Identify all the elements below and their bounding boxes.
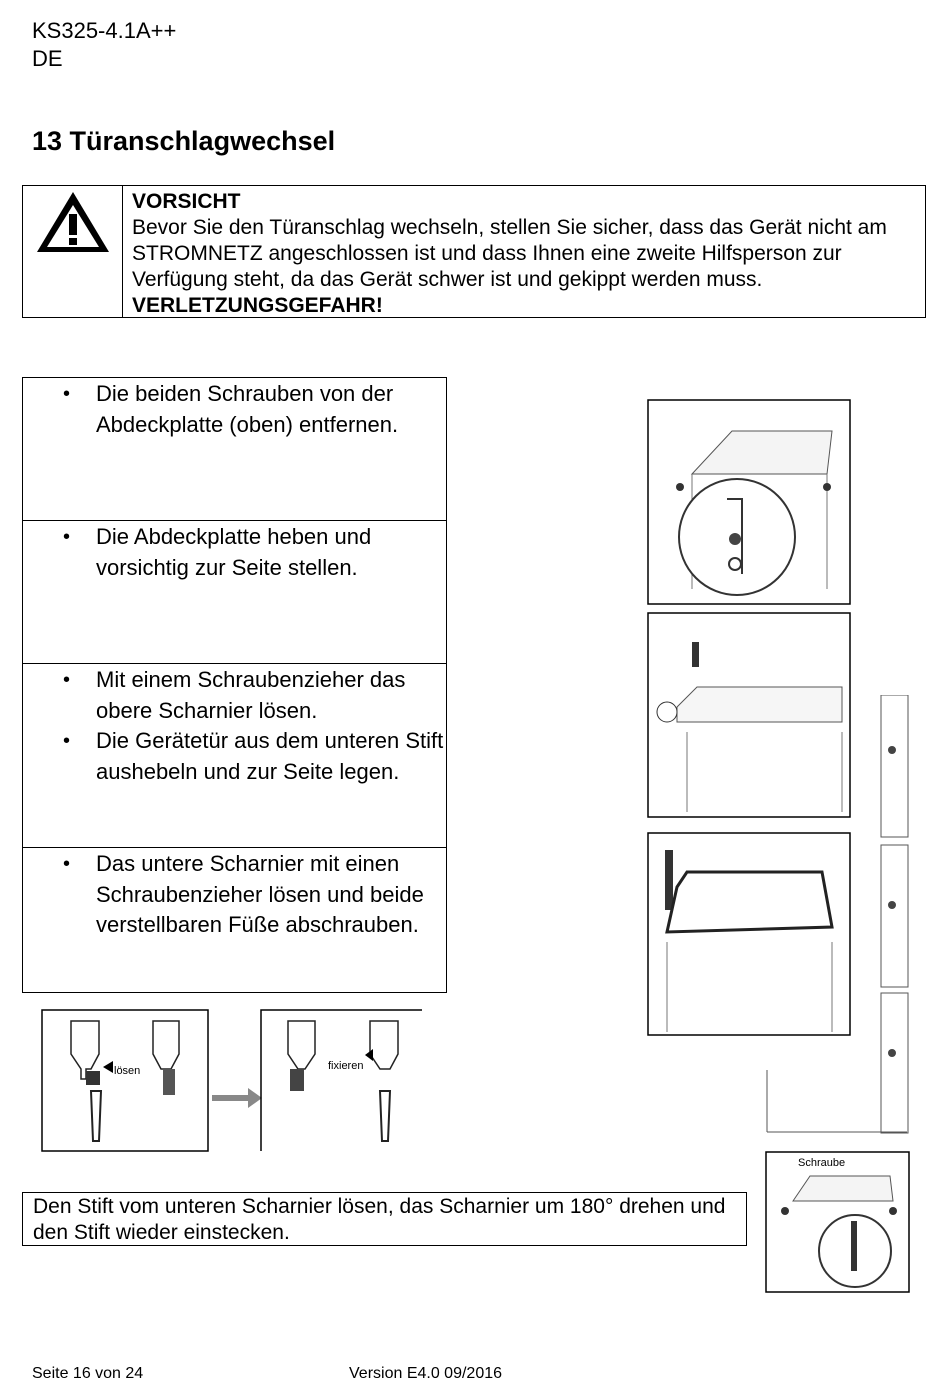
figure-reinstall-screw — [765, 1151, 910, 1293]
figure-cover-screws — [647, 399, 852, 606]
step-row — [23, 848, 446, 992]
figure-remove-door — [647, 832, 852, 1037]
loosen-label: lösen — [114, 1065, 141, 1077]
language-code: DE — [32, 46, 63, 71]
version-info: Version E4.0 09/2016 — [349, 1365, 503, 1382]
step-row — [23, 378, 446, 521]
pin-instruction-note: Den Stift vom unteren Scharnier lösen, das Scharnier um 180° drehen und den Stift wieder einstecken. — [22, 1192, 747, 1246]
caution-body — [132, 215, 912, 319]
caution-heading: VORSICHT — [132, 190, 241, 213]
figure-hinge-loosen — [41, 1009, 209, 1152]
step-item: • Die Gerätetür aus dem unteren Stift aushebeln und zur Seite legen. — [23, 726, 446, 787]
figure-lift-cover — [647, 612, 852, 819]
step-item: • Das untere Scharnier mit einen Schraubenzieher lösen und beide verstellbaren Füße abschrauben. — [23, 849, 446, 941]
caution-text: Bevor Sie den Türanschlag wechseln, stellen Sie sicher, dass das Gerät nicht am STROMNETZ angeschlossen ist und dass Ihnen eine zweite Hilfsperson zur Verfügung steht, da das Gerät schwer ist und gekippt werden muss. — [132, 216, 887, 291]
screw-label: Schraube — [798, 1157, 846, 1169]
step-item: • Die beiden Schrauben von der Abdeckplatte (oben) entfernen. — [23, 379, 446, 440]
step-row — [23, 521, 446, 664]
figure-hinge-partial — [880, 695, 910, 1135]
model-number: KS325-4.1A++ — [32, 18, 177, 43]
section-title: 13 Türanschlagwechsel — [32, 126, 336, 156]
caution-box — [22, 185, 926, 318]
instruction-table — [22, 377, 447, 993]
figure-door-partial — [765, 1070, 910, 1135]
step-item: • Die Abdeckplatte heben und vorsichtig zur Seite stellen. — [23, 522, 446, 583]
step-item: • Mit einem Schraubenzieher das obere Scharnier lösen. — [23, 665, 446, 726]
arrow-icon — [212, 1088, 262, 1108]
figure-hinge-fix — [260, 1009, 423, 1152]
page-number: Seite 16 von 24 — [32, 1365, 144, 1382]
injury-warning: VERLETZUNGSGEFAHR! — [132, 294, 383, 317]
fix-label: fixieren — [328, 1060, 364, 1072]
step-row — [23, 664, 446, 848]
warning-triangle-icon — [33, 188, 113, 258]
warning-icon-cell — [23, 186, 123, 317]
